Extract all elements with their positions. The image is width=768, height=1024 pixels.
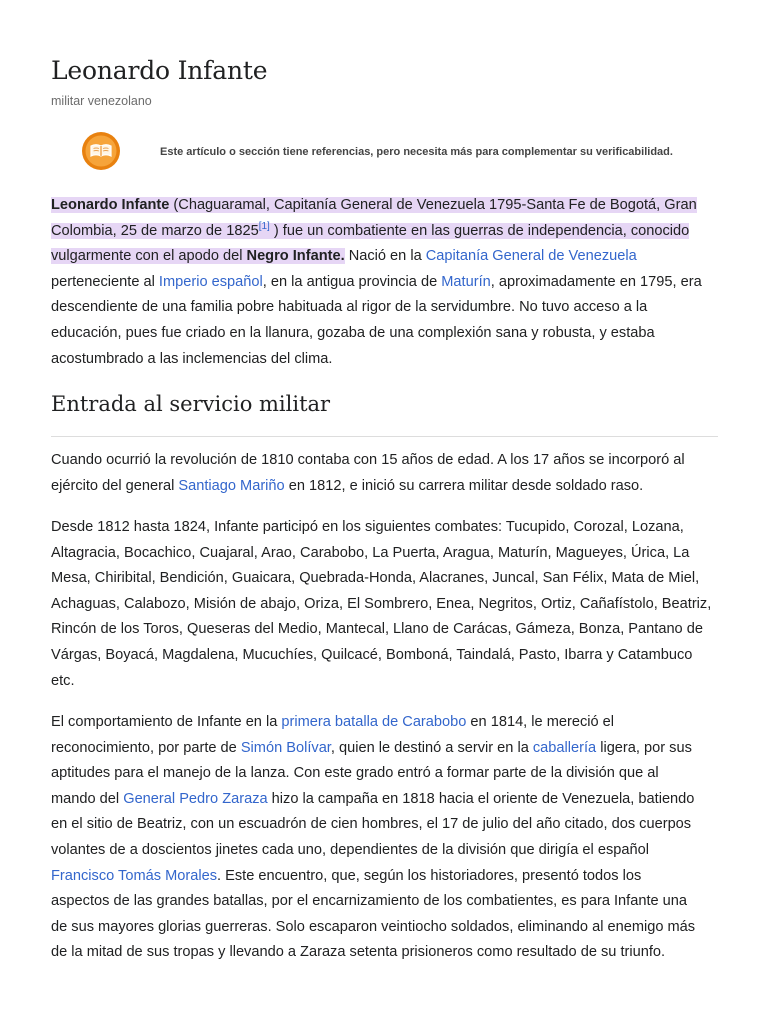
- link-zaraza[interactable]: General Pedro Zaraza: [123, 790, 268, 807]
- paragraph-line: Cuando ocurrió la revolución de 1810 contaba con 15 años de edad. A los 17 años se incorporó al: [51, 452, 685, 468]
- text-span: ligera, por sus: [596, 739, 692, 756]
- link-morales[interactable]: Francisco Tomás Morales: [51, 867, 217, 884]
- paragraph-line: [51, 736, 721, 762]
- text-span: mando del: [51, 790, 124, 807]
- text-span: hizo la campaña en 1818 hacia el oriente de Venezuela, batiendo: [267, 790, 695, 807]
- section-heading: Entrada al servicio militar: [51, 392, 331, 416]
- link-marino[interactable]: Santiago Mariño: [178, 477, 285, 494]
- link-caballeria[interactable]: caballería: [532, 739, 597, 756]
- link-imperio[interactable]: Imperio español: [158, 273, 263, 290]
- text-span: en 1814, le mereció el: [466, 714, 615, 730]
- intro-paragraph: [51, 193, 721, 372]
- notice-text: Este artículo o sección tiene referencias, pero necesita más para complementar su verificabilidad.: [160, 146, 673, 158]
- paragraph-line: [51, 244, 721, 270]
- subject-name: Leonardo Infante: [51, 197, 170, 213]
- text-span: perteneciente al: [51, 273, 159, 290]
- paragraph-line: descendiente de una familia pobre habituada al rigor de la servidumbre. No tuvo acceso a la: [51, 299, 648, 316]
- paragraph-line: de la mitad de sus tropas y llevando a Zaraza setenta prisioneros como resultado de su triunfo.: [51, 944, 666, 961]
- paragraph-line: en el sitio de Beatriz, con un escuadrón de cien hombres, el 17 de julio del año citado, dos cuerpos: [51, 816, 692, 833]
- paragraph-line: Várgas, Boyacá, Magdalena, Mucuchíes, Quilcacé, Bomboná, Taindalá, Pasto, Ibarra y Catambuco: [51, 646, 693, 663]
- paragraph-line: Altagracia, Bocachico, Cuajaral, Arao, Carabobo, La Puerta, Aragua, Maturín, Magueyes, Úrica, La: [51, 544, 690, 561]
- text-span: . Este encuentro, que, según los historiadores, presentó todos los: [217, 867, 642, 884]
- paragraph-line: [51, 193, 721, 219]
- paragraph-2: [51, 515, 721, 694]
- text-span: en 1812, e inició su carrera militar desde soldado raso.: [284, 477, 644, 494]
- page-title: Leonardo Infante: [51, 56, 268, 85]
- text-span: reconocimiento, por parte de: [51, 739, 241, 756]
- link-bolivar[interactable]: Simón Bolívar: [240, 739, 331, 756]
- text-span: Nació en la: [344, 248, 426, 265]
- nickname: Negro Infante.: [246, 248, 345, 265]
- paragraph-line: educación, pues fue criado en la llanura, gozaba de una complexión sana y robusta, y estaba: [51, 324, 655, 341]
- paragraph-line: Mesa, Chiribital, Bendición, Guaicara, Quebrada-Honda, Alacranes, Juncal, San Félix, Mata de Miel,: [51, 570, 700, 587]
- text-span: Colombia, 25 de marzo de 1825: [51, 222, 259, 239]
- text-span: , en la antigua provincia de: [262, 273, 442, 290]
- paragraph-line: aspectos de las grandes batallas, por el encarnizamiento de los combatientes, es para Infante una: [51, 893, 688, 910]
- book-icon: [81, 131, 121, 171]
- paragraph-line: volantes de a doscientos jinetes cada uno, dependientes de la división que dirigía el español: [51, 841, 649, 858]
- paragraph-line: [51, 219, 721, 245]
- reference-link[interactable]: [1]: [258, 220, 270, 232]
- link-maturin[interactable]: Maturín: [441, 273, 491, 290]
- text-span: vulgarmente con el apodo del: [51, 248, 247, 265]
- page-subtitle: militar venezolano: [51, 94, 152, 108]
- paragraph-line: etc.: [51, 672, 75, 689]
- text-span: ejército del general: [51, 477, 179, 494]
- text-span: El comportamiento de Infante en la: [51, 714, 282, 730]
- paragraph-line: [51, 864, 721, 890]
- text-span: , quien le destinó a servir en la: [330, 739, 533, 756]
- paragraph-line: [51, 710, 721, 736]
- paragraph-line: de sus mayores glorias guerreras. Solo escaparon veintiocho soldados, eliminando al enemigo más: [51, 918, 696, 935]
- paragraph-line: Achaguas, Calabozo, Misión de abajo, Oriza, El Sombrero, Enea, Negritos, Ortiz, Cañafístolo, Beatriz,: [51, 595, 712, 612]
- paragraph-line: [51, 270, 721, 296]
- link-carabobo[interactable]: primera batalla de Carabobo: [281, 714, 467, 730]
- link-capitania[interactable]: Capitanía General de Venezuela: [425, 248, 637, 265]
- paragraph-line: acostumbrado a las inclemencias del clima.: [51, 350, 333, 367]
- paragraph-3: [51, 710, 721, 966]
- text-span: , aproximadamente en 1795, era: [490, 273, 702, 290]
- heading-divider: [51, 436, 718, 437]
- paragraph-1: [51, 448, 721, 499]
- paragraph-line: [51, 474, 721, 500]
- paragraph-line: Desde 1812 hasta 1824, Infante participó en los siguientes combates: Tucupido, Corozal, Lozana,: [51, 519, 684, 535]
- paragraph-line: Rincón de los Toros, Queseras del Medio, Mantecal, Llano de Carácas, Gámeza, Bonza, Pantano de: [51, 621, 703, 638]
- text-span: (Chaguaramal, Capitanía General de Venezuela 1795-Santa Fe de Bogotá, Gran: [169, 197, 697, 213]
- text-span: ) fue un combatiente en las guerras de independencia, conocido: [269, 222, 690, 239]
- paragraph-line: aptitudes para el manejo de la lanza. Con este grado entró a formar parte de la división que al: [51, 765, 659, 782]
- paragraph-line: [51, 787, 721, 813]
- refimprove-notice: [81, 131, 731, 175]
